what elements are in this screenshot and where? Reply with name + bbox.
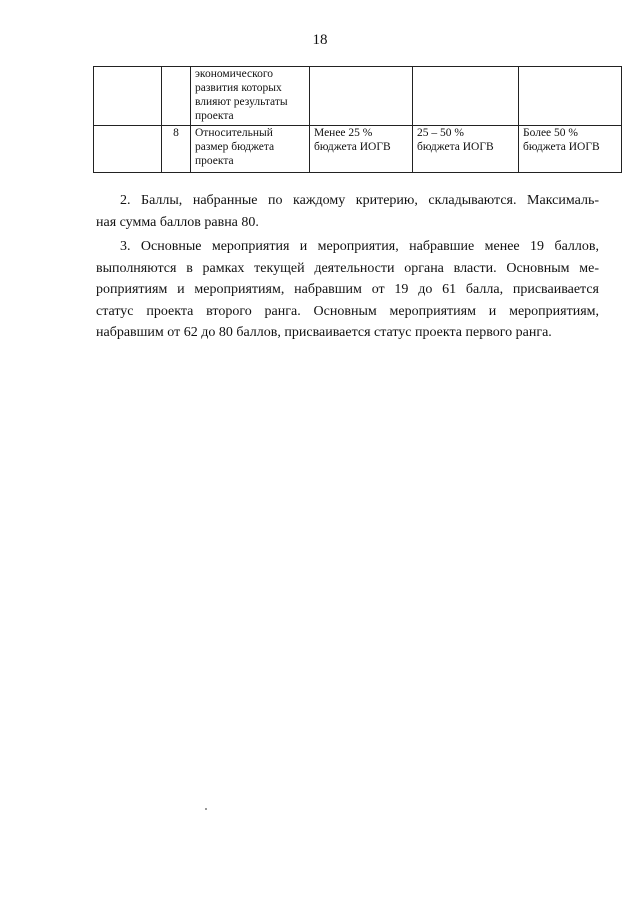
table-cell-score-mid	[413, 126, 519, 173]
paragraph-line: 3. Основные мероприятия и мероприятия, набравшие менее 19 баллов,	[120, 239, 599, 254]
cell-text-line: бюджета ИОГВ	[417, 141, 494, 153]
table-cell-empty	[94, 126, 162, 173]
paragraph-line: статус проекта второго ранга. Основным мероприятиям и мероприятиям,	[96, 303, 599, 319]
table-cell-score-mid	[413, 67, 519, 126]
paragraph-line: набравшим от 62 до 80 баллов, присваивается статус проекта первого ранга.	[96, 325, 552, 340]
cell-text-line: бюджета ИОГВ	[314, 141, 391, 153]
page-number: 18	[312, 32, 328, 48]
table-cell-criterion	[191, 67, 310, 126]
table-cell-criterion	[191, 126, 310, 173]
paragraph-line: 2. Баллы, набранные по каждому критерию, складываются. Максималь-	[120, 193, 599, 208]
cell-text-line: размер бюджета	[195, 141, 275, 153]
cell-text-line: 8	[173, 127, 179, 139]
scan-artifact-dot	[205, 808, 207, 810]
cell-text-line: влияют результаты	[195, 96, 288, 108]
cell-text-line: проекта	[195, 110, 234, 122]
paragraph-project-rank	[96, 236, 599, 344]
table-cell-score-low	[310, 67, 413, 126]
table-cell-score-high	[519, 126, 622, 173]
table-row	[94, 126, 622, 173]
paragraph-line: выполняются в рамках текущей деятельности органа власти. Основным ме-	[96, 260, 599, 276]
table-cell-score-low	[310, 126, 413, 173]
cell-text-line: экономического	[195, 68, 274, 80]
table-cell-number	[162, 126, 191, 173]
table-cell-number	[162, 67, 191, 126]
cell-text-line: Относительный	[195, 127, 273, 139]
cell-text-line: Менее 25 %	[314, 127, 373, 139]
cell-text-line: 25 – 50 %	[417, 127, 464, 139]
paragraph-score-sum	[96, 190, 599, 233]
table-row	[94, 67, 622, 126]
table-cell-empty	[94, 67, 162, 126]
cell-text-line: Более 50 %	[523, 127, 578, 139]
table-cell-score-high	[519, 67, 622, 126]
paragraph-line: роприятиям и мероприятиям, набравшим от 19 до 61 балла, присваивается	[96, 282, 599, 297]
criteria-table	[93, 66, 622, 173]
cell-text-line: проекта	[195, 155, 234, 167]
cell-text-line: развития которых	[195, 82, 282, 94]
paragraph-line: ная сумма баллов равна 80.	[96, 214, 259, 230]
cell-text-line: бюджета ИОГВ	[523, 141, 600, 153]
